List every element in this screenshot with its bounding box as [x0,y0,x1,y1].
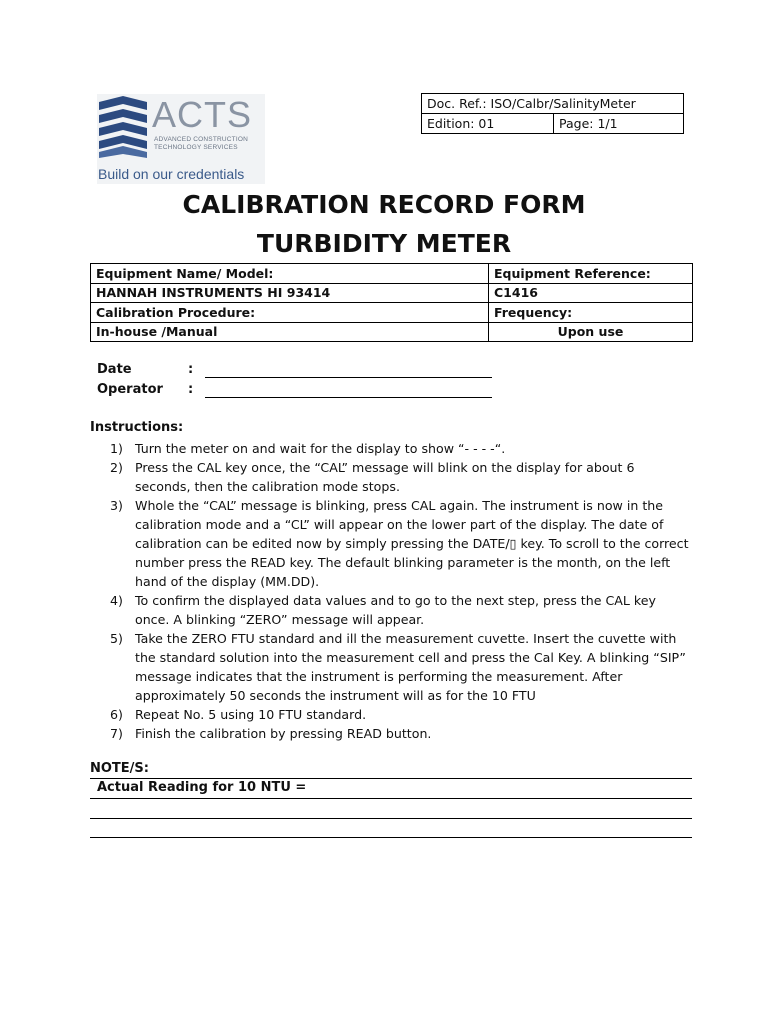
operator-colon: : [188,382,194,397]
list-item-text: Press the CAL key once, the “CAL” message will blink on the display for about 6 seconds, then the calibration mode stops. [135,460,635,494]
list-item-number: 2) [110,460,123,475]
date-input-line[interactable] [205,377,492,378]
equipment-ref-label: Equipment Reference: [489,264,693,284]
list-item-text: Finish the calibration by pressing READ button. [135,726,432,741]
logo-wordmark: ACTS [152,94,253,135]
date-colon: : [188,362,194,377]
equipment-name-label: Equipment Name/ Model: [91,264,489,284]
operator-field [97,382,497,402]
instructions-list [110,439,690,743]
date-field [97,362,497,382]
list-item-text: Turn the meter on and wait for the display to show “- - - -“. [135,441,506,456]
list-item-number: 7) [110,726,123,741]
operator-input-line[interactable] [205,397,492,398]
list-item-number: 1) [110,441,123,456]
date-label: Date [97,362,132,377]
logo-subtitle-line2: TECHNOLOGY SERVICES [154,144,238,151]
list-item-number: 4) [110,593,123,608]
equipment-table [90,263,693,342]
list-item [110,629,690,705]
list-item-text: Repeat No. 5 using 10 FTU standard. [135,707,367,722]
list-item [110,724,690,743]
list-item-number: 6) [110,707,123,722]
note-divider [90,778,692,779]
equipment-name-value: HANNAH INSTRUMENTS HI 93414 [91,283,489,303]
list-item [110,705,690,724]
list-item-text: Whole the “CAL” message is blinking, press CAL again. The instrument is now in the calibration mode and a “CL” will appear on the lower part of the display. The date of calibration can be edited now by simply pressing the DATE/▯ key. To scroll to the correct number press the READ key. The default blinking parameter is the month, on the left hand of the display (MM.DD). [135,498,689,589]
equipment-ref-value: C1416 [489,283,693,303]
list-item-number: 5) [110,631,123,646]
list-item [110,496,690,591]
operator-label: Operator [97,382,163,397]
note-line-3[interactable] [90,837,692,838]
logo-tagline: Build on our credentials [98,166,245,182]
instructions-heading: Instructions: [90,420,184,435]
list-item-text: Take the ZERO FTU standard and ill the measurement cuvette. Insert the cuvette with the standard solution into the measurement cell and press the Cal Key. A blinking “SIP” message indicates that the instrument is performing the measurement. After approximately 50 seconds the instrument will as for the 10 FTU [135,631,686,703]
page-cell: Page: 1/1 [554,114,684,134]
note-line-1[interactable] [90,798,692,799]
note-line-2[interactable] [90,818,692,819]
form-subtitle: TURBIDITY METER [256,229,512,258]
doc-ref-table [421,93,684,134]
notes-heading: NOTE/S: [90,761,149,776]
logo-subtitle [154,136,248,152]
list-item-text: To confirm the displayed data values and to go to the next step, press the CAL key once. A blinking “ZERO” message will appear. [135,593,656,627]
frequency-label: Frequency: [489,303,693,323]
company-logo [97,94,265,184]
list-item [110,439,690,458]
logo-subtitle-line1: ADVANCED CONSTRUCTION [154,136,249,143]
acts-logo-mark-icon [99,96,147,158]
actual-reading-label: Actual Reading for 10 NTU = [97,780,307,795]
list-item [110,591,690,629]
frequency-value: Upon use [489,322,693,342]
procedure-label: Calibration Procedure: [91,303,489,323]
procedure-value: In-house /Manual [91,322,489,342]
list-item-number: 3) [110,498,123,513]
doc-ref-cell: Doc. Ref.: ISO/Calbr/SalinityMeter [422,94,684,114]
list-item [110,458,690,496]
edition-cell: Edition: 01 [422,114,554,134]
form-title: CALIBRATION RECORD FORM [182,190,586,219]
